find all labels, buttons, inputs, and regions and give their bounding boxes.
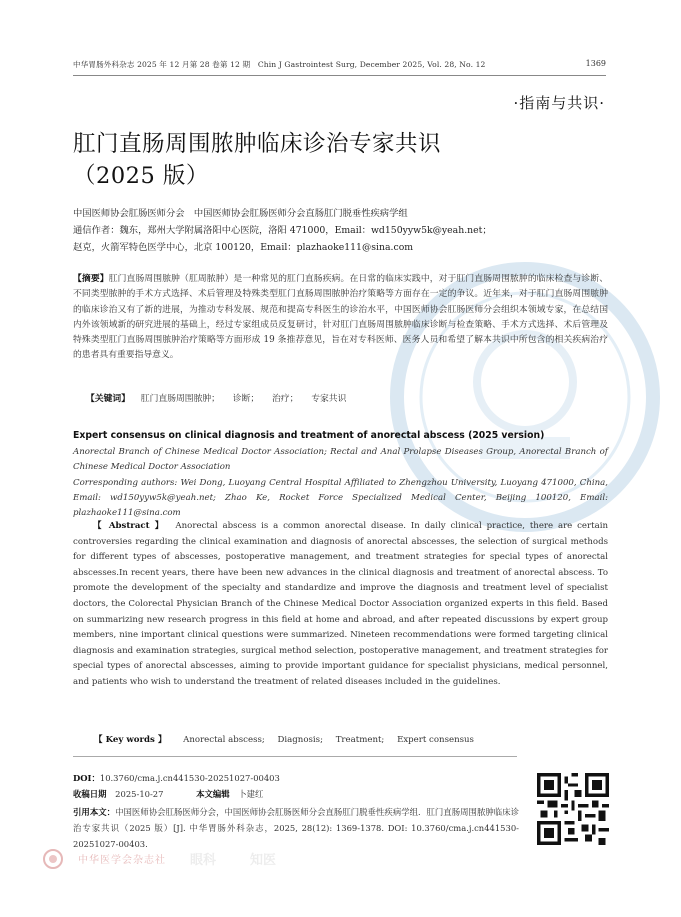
author-line-2: 通信作者：魏东，郑州大学附属洛阳中心医院，洛阳 471000，Email：wd150yyw5k@yeah.net；: [73, 225, 492, 236]
abstract-text: 肛门直肠周围脓肿（肛周脓肿）是一种常见的肛门直肠疾病。在日常的临床实践中，对于肛门直肠周围脓肿的临床检查与诊断、不同类型脓肿的手术方式选择、术后管理及特殊类型肛门直肠周围脓肿治疗策略等方面存在一定的争议。近年来，对于肛门直肠周围脓肿的临床诊治又有了新的进展，为推动专科发展、规范和提高专科医生的诊治水平，中国医师协会肛肠医师分会组织本领域专家，在总结国内外该领域新的研究进展的基础上，经过专家组成员反复研讨，针对肛门直肠周围脓肿临床诊断与检查策略、手术方式选择、术后管理及特殊类型肛门直肠周围脓肿治疗策略等方面形成 19 条推荐意见，旨在对专科医师、医务人员和希望了解本共识中所包含的相关疾病治疗的患者具有重要指导意义。: [73, 274, 608, 361]
doi-link[interactable]: 10.3760/cma.j.cn441530-20251027-00403: [99, 773, 280, 783]
doi-label: DOI：: [73, 773, 100, 783]
citation-text: 中国医师协会肛肠医师分会，中国医师协会肛肠医师分会直肠肛门脱垂性疾病学组．肛门直肠周围脓肿临床诊治专家共识（2025 版）[J]. 中华胃肠外科杂志，2025, 28(12): 1369-1378. DOI: 10.3760/cma.j.cn441530-20251027-00403.: [73, 807, 520, 849]
en-keyword: Expert consensus: [397, 735, 474, 745]
received-label: 收稿日期: [73, 789, 107, 799]
publisher-name: 中华医学会杂志社: [78, 855, 166, 866]
english-title: Expert consensus on clinical diagnosis and treatment of anorectal abscess (2025 version): [73, 430, 545, 441]
abstract-tag: 【摘要】: [73, 274, 109, 284]
title-line-2: （2025 版）: [73, 163, 209, 189]
keyword: 肛门直肠周围脓肿；: [140, 394, 220, 404]
header-rule: [73, 75, 606, 76]
publisher-logo-icon: [42, 848, 72, 870]
section-tag: ·指南与共识·: [513, 94, 605, 112]
title-line-1: 肛门直肠周围脓肿临床诊治专家共识: [73, 131, 442, 157]
author-line-1: 中国医师协会肛肠医师分会 中国医师协会肛肠医师分会直肠肛门脱垂性疾病学组: [73, 208, 408, 219]
en-keyword: Anorectal abscess;: [183, 735, 265, 745]
citation: [73, 804, 519, 852]
chinese-abstract: [73, 272, 608, 364]
page-number: 1369: [585, 59, 606, 68]
keywords-tag: 【关键词】: [86, 394, 130, 404]
en-keywords-tag: 【 Key words 】: [94, 735, 167, 745]
received-date: 2025-10-27: [115, 789, 164, 799]
qr-code-icon[interactable]: [537, 773, 609, 845]
english-affiliation: [73, 445, 608, 521]
chinese-keywords: [86, 391, 356, 404]
affiliation-text: Anorectal Branch of Chinese Medical Doctor Association; Rectal and Anal Prolapse Diseases Group, Anorectal Branch of Chinese Medical Doctor Association: [73, 447, 608, 473]
author-block: [73, 205, 608, 256]
brand-mark-2: 知医: [250, 853, 277, 868]
keyword: 治疗；: [271, 394, 299, 404]
received-line: [73, 788, 263, 800]
english-abstract: [73, 519, 608, 691]
editor-name: 卜建红: [238, 789, 264, 799]
brand-mark-1: 眼科: [190, 853, 217, 868]
keyword: 专家共识: [311, 394, 347, 404]
english-keywords: [94, 733, 484, 745]
running-header: 中华胃肠外科杂志 2025 年 12 月第 28 卷第 12 期 Chin J Gastrointest Surg, December 2025, Vol. 28, No. 12: [73, 60, 486, 69]
citation-label: 引用本文：: [73, 807, 116, 817]
en-abstract-tag: 【 Abstract 】: [93, 521, 166, 531]
author-line-3: 赵克，火箭军特色医学中心，北京 100120，Email：plazhaoke111@sina.com: [73, 242, 414, 253]
editor-label: 本文编辑: [196, 789, 230, 799]
article-title: [73, 128, 441, 192]
en-keyword: Treatment;: [335, 735, 385, 745]
corresponding-text: Corresponding authors: Wei Dong, Luoyang Central Hospital Affiliated to Zhengzhou University, Luoyang 471000, China, Email: wd150yyw5k@yeah.net; Zhao Ke, Rocket Force Specialized Medical Center, Beijing 100120, Email: plazhaoke111@sina.com: [73, 477, 608, 519]
en-abstract-text: Anorectal abscess is a common anorectal disease. In daily clinical practice, there are certain controversies regarding the clinical examination and diagnosis of anorectal abscesses, the selection of surgical methods for different types of abscesses, postoperative management, and treatment strategies for special types of anorectal abscesses.In recent years, there have been new advances in the clinical diagnosis and treatment of anorectal abscess. To promote the development of the specialty and standardize and improve the diagnosis and treatment level of specialist doctors, the Colorectal Physician Branch of the Chinese Medical Doctor Association organized experts in this field. Based on summarizing new research progress in this field at home and abroad, and after repeated discussions by expert group members, nine important clinical questions were summarized. Nineteen recommendations were formed targeting clinical diagnosis and examination strategies, surgical method selection, postoperative management, and treatment strategies for special types of anorectal abscesses, aiming to provide important guidance for specialist physicians, medical personnel, and patients who wish to understand the treatment of related diseases included in the guidelines.: [73, 521, 608, 687]
en-keyword: Diagnosis;: [277, 735, 323, 745]
keyword: 诊断；: [232, 394, 260, 404]
footer-rule: [73, 756, 517, 757]
doi-line: [73, 772, 280, 784]
